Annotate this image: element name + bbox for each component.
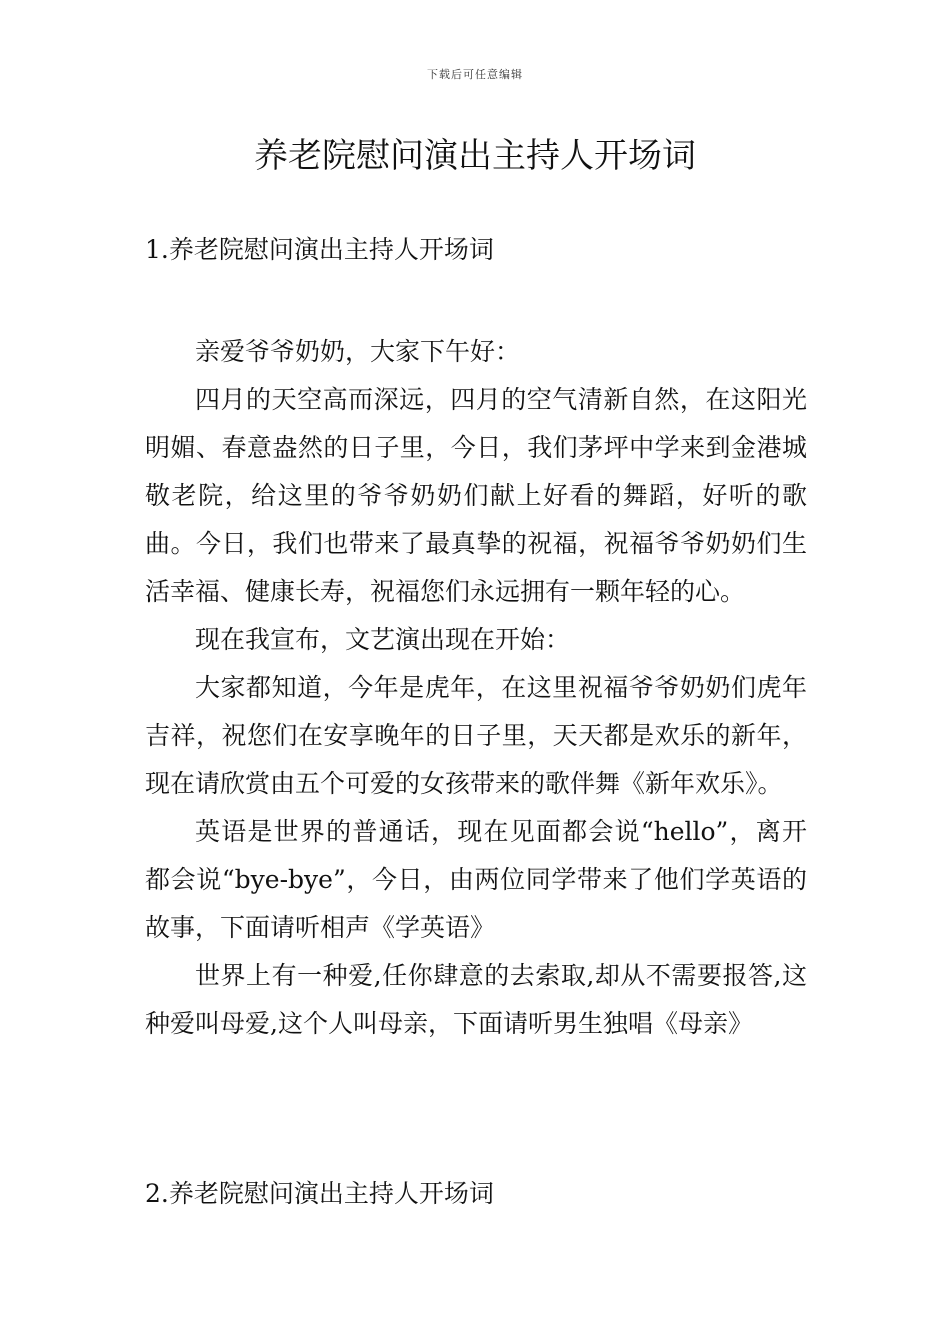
paragraph-solo: 世界上有一种爱,任你肆意的去索取,却从不需要报答,这种爱叫母爱,这个人叫母亲，下面请听男生独唱《母亲》 (145, 961, 807, 1038)
section-1-body (145, 328, 807, 1048)
paragraph-intro: 四月的天空高而深远，四月的空气清新自然，在这阳光明媚、春意盎然的日子里，今日，我们茅坪中学来到金港城敬老院，给这里的爷爷奶奶们献上好看的舞蹈，好听的歌曲。今日，我们也带来了最真挚的祝福，祝福爷爷奶奶们生活幸福、健康长寿，祝福您们永远拥有一颗年轻的心。 (145, 385, 807, 606)
paragraph-dance: 大家都知道，今年是虎年，在这里祝福爷爷奶奶们虎年吉祥，祝您们在安享晚年的日子里，天天都是欢乐的新年，现在请欣赏由五个可爱的女孩带来的歌伴舞《新年欢乐》。 (145, 673, 807, 798)
paragraph-crosstalk: 英语是世界的普通话，现在见面都会说“hello”，离开都会说“bye-bye”，今日，由两位同学带来了他们学英语的故事，下面请听相声《学英语》 (145, 817, 807, 942)
header-note: 下载后可任意编辑 (427, 68, 523, 81)
paragraph-greeting: 亲爱爷爷奶奶，大家下午好： (195, 337, 521, 366)
document-title: 养老院慰问演出主持人开场词 (254, 136, 696, 176)
section-heading-1: 1.养老院慰问演出主持人开场词 (145, 235, 494, 264)
section-heading-2: 2.养老院慰问演出主持人开场词 (145, 1179, 494, 1208)
paragraph-announcement: 现在我宣布，文艺演出现在开始： (195, 625, 571, 654)
